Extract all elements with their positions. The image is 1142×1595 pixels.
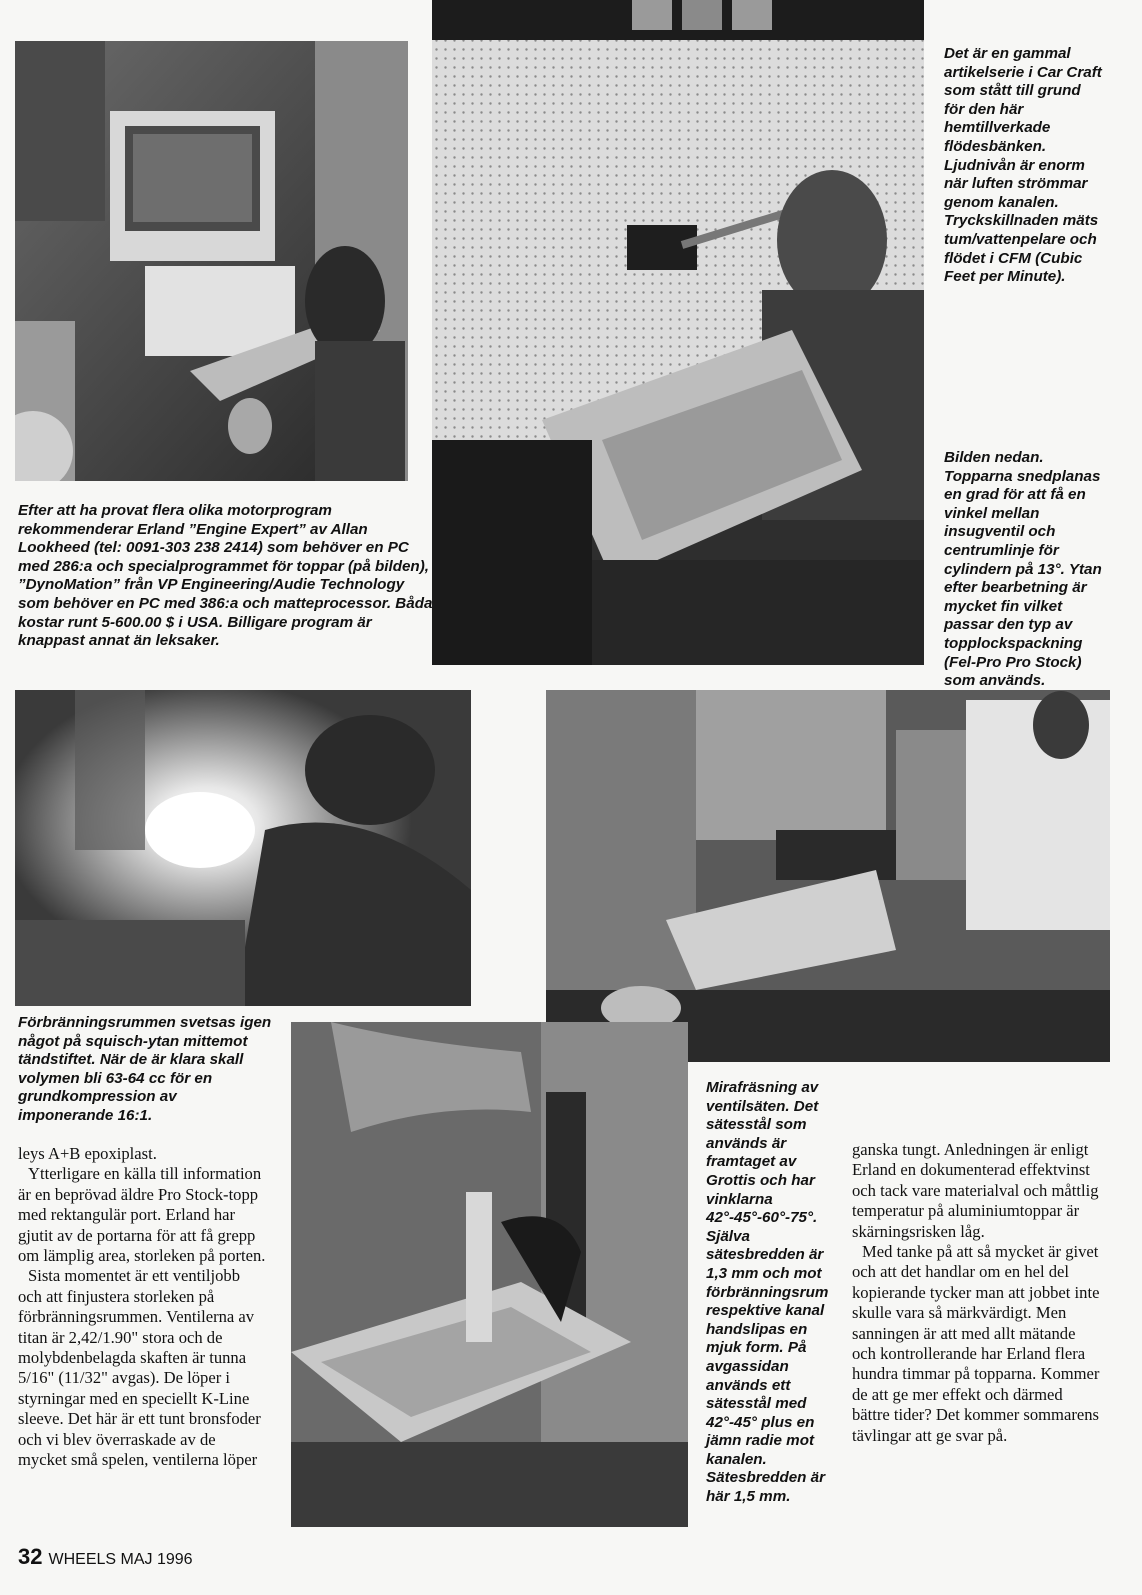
body-paragraph: ganska tungt. Anledningen är enligt Erland en dokumenterad effektvinst och tack vare materialval och måttlig temperatur på aluminiumtoppar är skärningsrisken låg. <box>852 1140 1099 1241</box>
body-paragraph: Ytterligare en källa till information är en beprövad äldre Pro Stock-topp med rektangulär port. Erland har gjutit av de portarna för att få grepp om lämplig area, storleken på porten. <box>18 1164 266 1266</box>
page-number: 32 <box>18 1544 43 1569</box>
body-paragraph: leys A+B epoxiplast. <box>18 1144 157 1163</box>
photo-valve-seats <box>291 1022 688 1527</box>
photo-welding <box>15 690 471 1006</box>
body-column-left <box>18 1144 268 1471</box>
caption-welding: Förbränningsrummen svetsas igen något på squisch-ytan mittemot tändstiftet. När de är klara skall volymen bli 63-64 cc för en grundkompression av imponerande 16:1. <box>18 1014 272 1124</box>
body-column-right <box>852 1140 1102 1446</box>
photo-milling-machine <box>546 690 1110 1062</box>
caption-head-milling: Bilden nedan. Topparna snedplanas en grad för att få en vinkel mellan insugventil och centrumlinje för cylindern på 13°. Ytan efter bearbetning är mycket fin vilket passar den typ av topplockspackning (Fel-Pro Pro Stock) som används. <box>944 449 1102 690</box>
photo-computer-workstation <box>15 41 408 481</box>
computer-photo-graphic <box>15 41 408 481</box>
body-paragraph: Sista momentet är ett ventiljobb och att finjustera storleken på förbränningsrummen. Ventilerna av titan är 2,42/1.90" stora och de molybdenbelagda skaften är tunna 5/16" (11/32" avgas). De löper i styrningar med en speciellt K-Line sleeve. Det här är ett tunt bronsfoder och vi blev överraskade av de mycket små spelen, ventilerna löper <box>18 1266 261 1470</box>
welding-photo-graphic <box>15 690 471 1006</box>
seats-photo-graphic <box>291 1022 688 1527</box>
caption-flow-bench: Det är en gammal artikelserie i Car Craft som stått till grund för den här hemtillverkade flödesbänken. Ljudnivån är enorm när luften strömmar genom kanalen. Tryckskillnaden mäts tum/vattenpelare och flödet i CFM (Cubic Feet per Minute). <box>944 45 1102 286</box>
caption-valve-seats: Mirafräsning av ventilsäten. Det sätesstål som används är framtaget av Grottis och har vinklarna 42°-45°-60°-75°. Själva sätesbredden är 1,3 mm och mot förbränningsrum respektive kanal handslipas en mjuk form. På avgassidan används ett sätesstål med 42°-45° plus en jämn radie mot kanalen. Sätesbredden är här 1,5 mm. <box>706 1079 829 1506</box>
photo-flow-bench <box>432 0 924 665</box>
magazine-issue: WHEELS MAJ 1996 <box>48 1551 193 1568</box>
milling-photo-graphic <box>546 690 1110 1062</box>
flowbench-photo-graphic <box>432 0 924 665</box>
body-paragraph: Med tanke på att så mycket är givet och att det handlar om en hel del kopierande tycker man att jobbet inte skulle vara så märkvärdigt. Men sanningen är att med allt mätande och kontrollerande har Erland flera hundra timmar på topparna. Kommer de att ge mer effekt och därmed bättre tider? Det kommer sommarens tävlingar att ge svar på. <box>852 1242 1100 1445</box>
page-footer <box>18 1544 193 1570</box>
caption-computer-programs: Efter att ha provat flera olika motorprogram rekommenderar Erland ”Engine Expert” av Allan Lookheed (tel: 0091-303 238 2414) som behöver en PC med 286:a och specialprogrammet för toppar (på bilden), ”DynoMation” från VP Engineering/Audie Technology som behöver en PC med 386:a och matteprocessor. Båda kostar runt 5-600.00 $ i USA. Billigare program är knappast annat än leksaker. <box>18 502 433 650</box>
